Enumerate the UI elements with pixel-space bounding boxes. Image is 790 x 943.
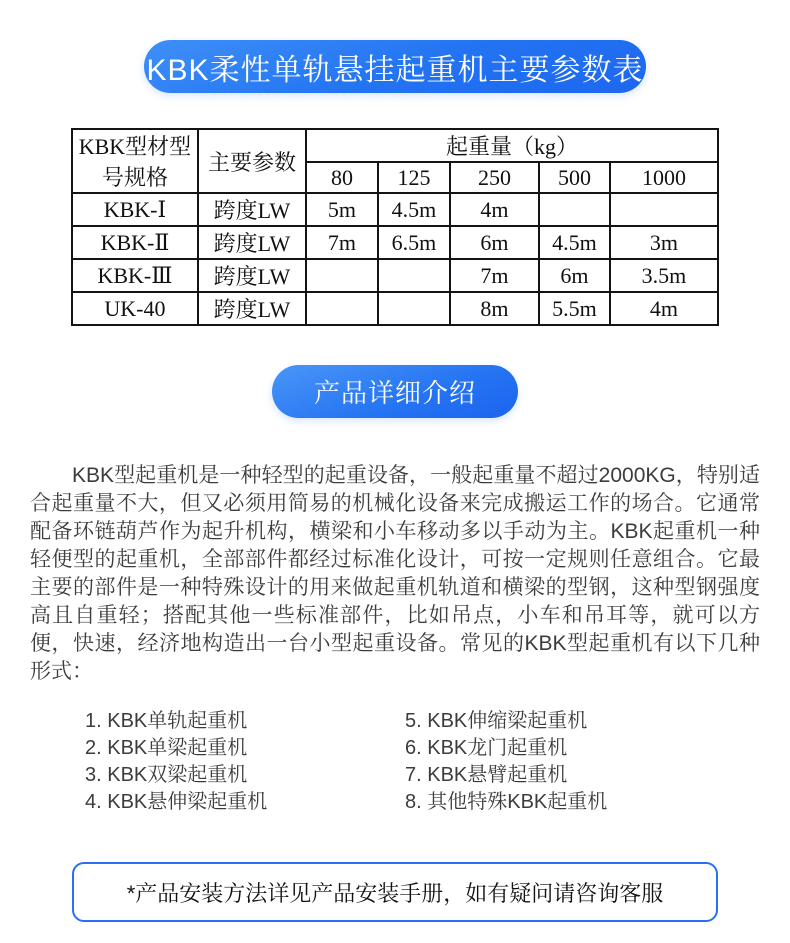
- installation-note-text: *产品安装方法详见产品安装手册，如有疑问请咨询客服: [126, 880, 664, 906]
- header-capacity-500: 500: [539, 162, 610, 193]
- span-value: 4.5m: [539, 226, 610, 259]
- span-value: [378, 259, 450, 292]
- parameters-table: [71, 128, 719, 326]
- installation-note-box: [72, 862, 718, 922]
- model-name: KBK-Ⅱ: [72, 226, 198, 259]
- model-name: UK-40: [72, 292, 198, 325]
- crane-type-item: 2. KBK单梁起重机: [85, 737, 248, 759]
- section-title-badge: [272, 365, 518, 418]
- span-value: 6m: [450, 226, 539, 259]
- span-value: [306, 292, 378, 325]
- header-capacity-125: 125: [378, 162, 450, 193]
- span-value: [378, 292, 450, 325]
- span-value: 4m: [450, 193, 539, 226]
- main-title-banner: [144, 40, 646, 93]
- span-value: 3m: [610, 226, 718, 259]
- table-row-uk40: [72, 292, 718, 325]
- page: [0, 40, 790, 943]
- section-title: 产品详细介绍: [313, 378, 476, 408]
- header-model-spec: KBK型材型号规格: [72, 129, 198, 193]
- span-value: 8m: [450, 292, 539, 325]
- header-capacity-1000: 1000: [610, 162, 718, 193]
- param-name: 跨度LW: [198, 193, 306, 226]
- crane-type-column-left: [85, 708, 405, 816]
- span-value: 4.5m: [378, 193, 450, 226]
- crane-type-item: 1. KBK单轨起重机: [85, 710, 248, 732]
- crane-type-item: 5. KBK伸缩梁起重机: [405, 710, 588, 732]
- span-value: 5m: [306, 193, 378, 226]
- page-title: KBK柔性单轨悬挂起重机主要参数表: [146, 53, 644, 87]
- model-name: KBK-Ⅲ: [72, 259, 198, 292]
- table-row-kbk3: [72, 259, 718, 292]
- span-value: 3.5m: [610, 259, 718, 292]
- crane-type-item: 3. KBK双梁起重机: [85, 764, 248, 786]
- span-value: 5.5m: [539, 292, 610, 325]
- span-value: 7m: [450, 259, 539, 292]
- crane-type-item: 6. KBK龙门起重机: [405, 737, 568, 759]
- param-name: 跨度LW: [198, 292, 306, 325]
- header-main-param: 主要参数: [198, 129, 306, 193]
- table-row-kbk1: [72, 193, 718, 226]
- header-capacity-250: 250: [450, 162, 539, 193]
- span-value: 4m: [610, 292, 718, 325]
- param-name: 跨度LW: [198, 259, 306, 292]
- span-value: 7m: [306, 226, 378, 259]
- table-header-row-1: [72, 129, 718, 162]
- crane-type-item: 8. 其他特殊KBK起重机: [405, 791, 608, 813]
- table-row-kbk2: [72, 226, 718, 259]
- crane-type-item: 7. KBK悬臂起重机: [405, 764, 568, 786]
- span-value: [306, 259, 378, 292]
- span-value: [539, 193, 610, 226]
- span-value: 6m: [539, 259, 610, 292]
- header-capacity-group: 起重量（kg）: [306, 129, 718, 162]
- param-name: 跨度LW: [198, 226, 306, 259]
- span-value: 6.5m: [378, 226, 450, 259]
- product-description: KBK型起重机是一种轻型的起重设备，一般起重量不超过2000KG，特别适合起重量不大，但又必须用简易的机械化设备来完成搬运工作的场合。它通常配备环链葫芦作为起升机构，横梁和小车移动多以手动为主。KBK起重机一种轻便型的起重机，全部部件都经过标准化设计，可按一定规则任意组合。它最主要的部件是一种特殊设计的用来做起重机轨道和横梁的型钢，这种型钢强度高且自重轻；搭配其他一些标准部件，比如吊点，小车和吊耳等，就可以方便，快速，经济地构造出一台小型起重设备。常见的KBK型起重机有以下几种形式：: [30, 464, 760, 683]
- crane-type-list: [85, 708, 790, 816]
- header-capacity-80: 80: [306, 162, 378, 193]
- crane-type-column-right: [405, 708, 790, 816]
- model-name: KBK-Ⅰ: [72, 193, 198, 226]
- span-value: [610, 193, 718, 226]
- crane-type-item: 4. KBK悬伸梁起重机: [85, 791, 268, 813]
